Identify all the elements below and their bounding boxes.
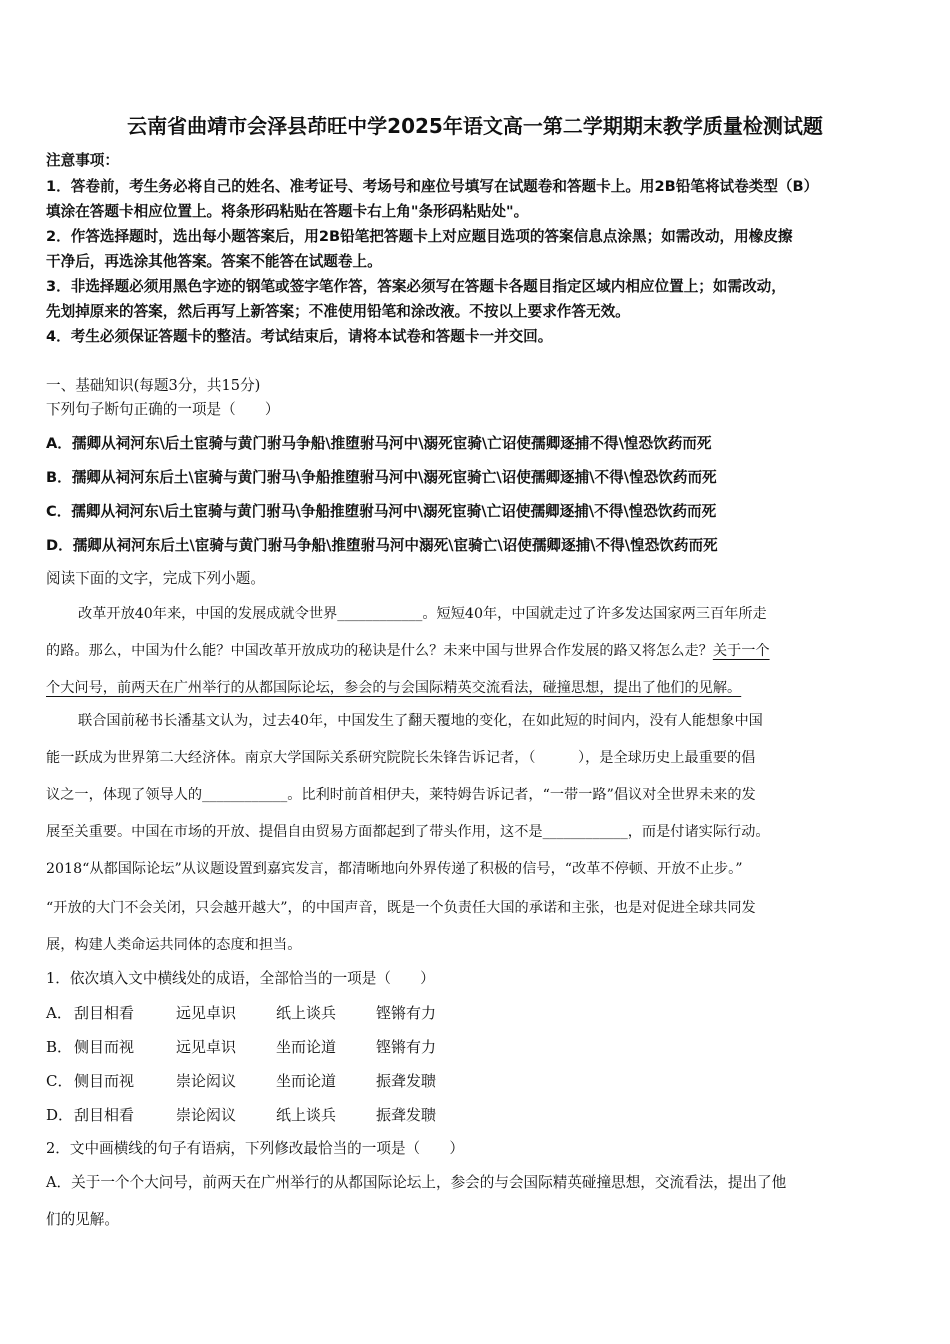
- option-word: 侧目而视: [74, 1038, 135, 1056]
- answer-option-a: A．孺卿从祠河东\后土宦骑与黄门驸马争船\推堕驸马河中\溺死宦骑\亡诏使孺卿逐捕不得\惶恐饮药而死: [46, 435, 712, 452]
- question-stem: 下列句子断句正确的一项是（ ）: [46, 401, 280, 418]
- reading-intro: 阅读下面的文字，完成下列小题。: [46, 570, 265, 587]
- passage-line: [46, 640, 770, 662]
- option-word: 崇论闳议: [176, 1072, 237, 1090]
- passage-line: 2018“从都国际论坛”从议题设置到嘉宾发言，都清晰地向外界传递了积极的信号，“改革不停顿、开放不止步。”: [46, 861, 743, 877]
- notice-line: 干净后，再选涂其他答案。答案不能答在试题卷上。: [46, 253, 382, 270]
- passage-line: 联合国前秘书长潘基文认为，过去40年，中国发生了翻天覆地的变化，在如此短的时间内，没有人能想象中国: [78, 713, 763, 729]
- page-title: 云南省曲靖市会泽县茚旺中学2025年语文高一第二学期期末教学质量检测试题: [127, 114, 823, 138]
- underlined-sentence: 个大问号，前两天在广州举行的从都国际论坛，参会的与会国际精英交流看法，碰撞思想，提出了他们的见解。: [46, 680, 742, 696]
- passage-line: 改革开放40年来，中国的发展成就令世界____________。短短40年，中国就走过了许多发达国家两三百年所走: [78, 606, 767, 622]
- passage-line: 议之一，体现了领导人的____________。比利时前首相伊夫，莱特姆告诉记者，“一带一路”倡议对全世界未来的发: [46, 787, 756, 803]
- answer-option-a-continued: 们的见解。: [46, 1211, 119, 1228]
- option-word: 侧目而视: [74, 1072, 135, 1090]
- option-word: 坐而论道: [276, 1072, 337, 1090]
- option-word: 刮目相看: [74, 1106, 135, 1124]
- option-word: 纸上谈兵: [276, 1004, 337, 1022]
- passage-line: “开放的大门不会关闭，只会越开越大”，的中国声音，既是一个负责任大国的承诺和主张，也是对促进全球共同发: [46, 900, 756, 916]
- option-word: 坐而论道: [276, 1038, 337, 1056]
- underlined-sentence: 关于一个: [712, 643, 770, 659]
- option-letter: B．: [46, 1038, 73, 1056]
- passage-text: 的路。那么，中国为什么能？中国改革开放成功的秘诀是什么？未来中国与世界合作发展的路又将怎么走？: [46, 643, 713, 659]
- notice-line: 2．作答选择题时，选出每小题答案后，用2B铅笔把答题卡上对应题目选项的答案信息点涂黑；如需改动，用橡皮擦: [46, 228, 793, 245]
- option-word: 铿锵有力: [376, 1038, 437, 1056]
- option-word: 远见卓识: [176, 1038, 237, 1056]
- notice-line: 4．考生必须保证答题卡的整洁。考试结束后，请将本试卷和答题卡一并交回。: [46, 328, 553, 345]
- notice-line: 1．答卷前，考生务必将自己的姓名、准考证号、考场号和座位号填写在试题卷和答题卡上。用2B铅笔将试卷类型（B）: [46, 178, 819, 195]
- option-word: 振聋发聩: [376, 1106, 437, 1124]
- answer-option-a: A．关于一个个大问号，前两天在广州举行的从都国际论坛上，参会的与会国际精英碰撞思想，交流看法，提出了他: [46, 1174, 787, 1191]
- option-word: 远见卓识: [176, 1004, 237, 1022]
- option-word: 崇论闳议: [176, 1106, 237, 1124]
- option-letter: C．: [46, 1072, 73, 1090]
- option-letter: D．: [46, 1106, 74, 1124]
- answer-option-d: D．孺卿从祠河东后土\宦骑与黄门驸马争船\推堕驸马河中溺死\宦骑亡\诏使孺卿逐捕\不得\惶恐饮药而死: [46, 537, 718, 554]
- option-word: 振聋发聩: [376, 1072, 437, 1090]
- answer-option-b: B．孺卿从祠河东后土\宦骑与黄门驸马\争船推堕驸马河中\溺死宦骑亡\诏使孺卿逐捕\不得\惶恐饮药而死: [46, 469, 717, 486]
- question-stem: 2．文中画横线的句子有语病，下列修改最恰当的一项是（ ）: [46, 1140, 464, 1157]
- notice-line: 先划掉原来的答案，然后再写上新答案；不准使用铅笔和涂改液。不按以上要求作答无效。: [46, 303, 630, 320]
- passage-line: 能一跃成为世界第二大经济体。南京大学国际关系研究院院长朱锋告诉记者，（ ），是全球历史上最重要的倡: [46, 750, 756, 766]
- option-word: 刮目相看: [74, 1004, 135, 1022]
- section-heading: 一、基础知识(每题3分，共15分): [46, 377, 261, 394]
- question-stem: 1．依次填入文中横线处的成语，全部恰当的一项是（ ）: [46, 970, 435, 987]
- answer-option-c: C．孺卿从祠河东\后土宦骑与黄门驸马\争船推堕驸马河中\溺死宦骑\亡诏使孺卿逐捕\不得\惶恐饮药而死: [46, 503, 717, 520]
- option-word: 纸上谈兵: [276, 1106, 337, 1124]
- notice-line: 3．非选择题必须用黑色字迹的钢笔或签字笔作答，答案必须写在答题卡各题目指定区域内相应位置上；如需改动，: [46, 278, 786, 295]
- passage-line: 展，构建人类命运共同体的态度和担当。: [46, 937, 302, 953]
- notice-heading: 注意事项：: [46, 152, 119, 169]
- notice-line: 填涂在答题卡相应位置上。将条形码粘贴在答题卡右上角"条形码粘贴处"。: [46, 203, 529, 220]
- option-letter: A．: [46, 1004, 72, 1022]
- passage-line: 展至关重要。中国在市场的开放、提倡自由贸易方面都起到了带头作用，这不是____________，而是付诸实际行动。: [46, 824, 770, 840]
- option-word: 铿锵有力: [376, 1004, 437, 1022]
